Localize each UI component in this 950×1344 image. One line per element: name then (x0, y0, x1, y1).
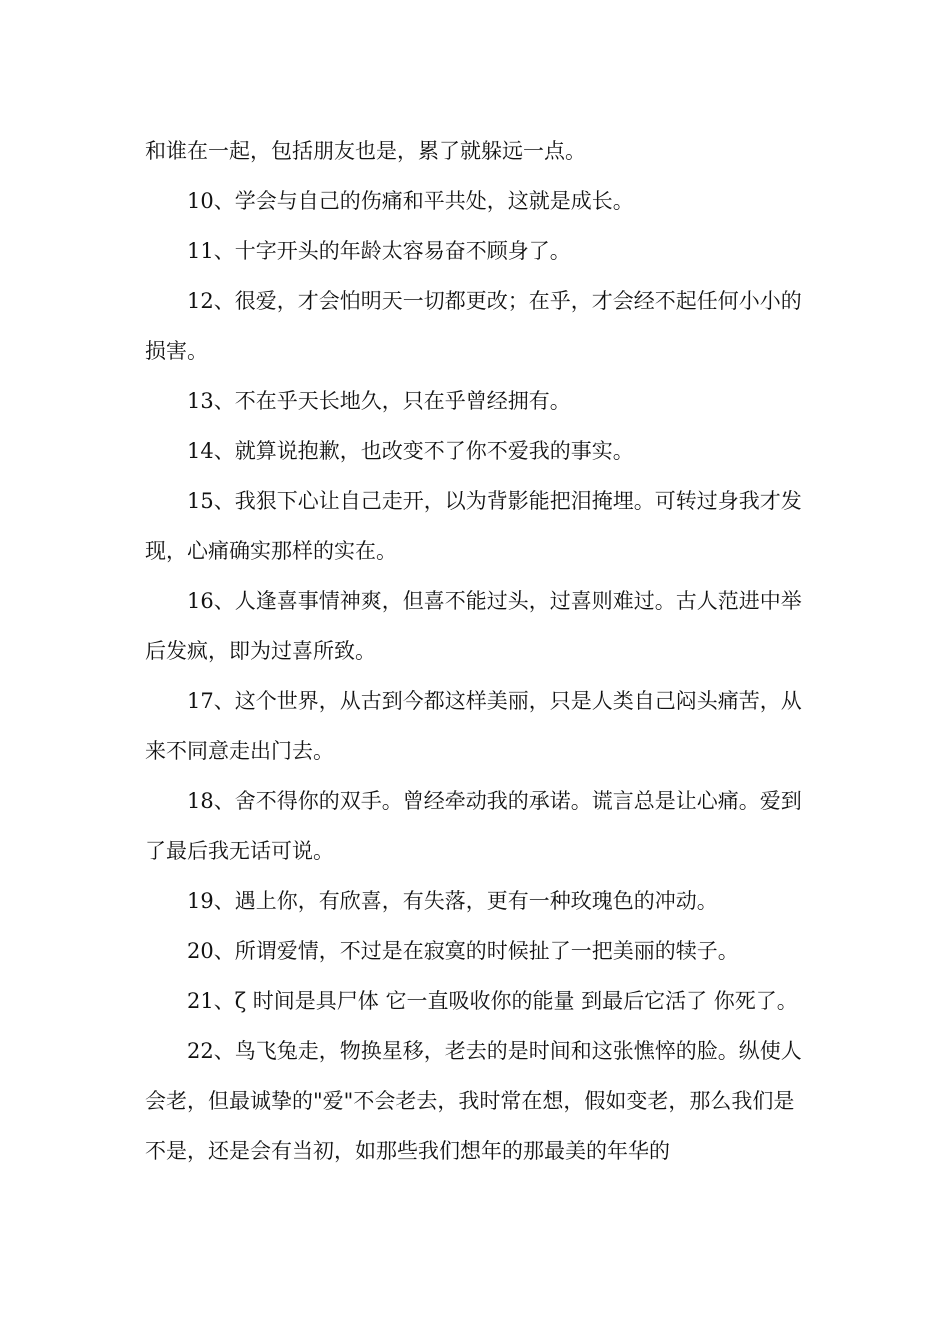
paragraph-17: 17、这个世界，从古到今都这样美丽，只是人类自己闷头痛苦，从来不同意走出门去。 (145, 689, 802, 763)
paragraph-12: 12、很爱，才会怕明天一切都更改；在乎，才会经不起任何小小的损害。 (145, 289, 802, 363)
paragraph-15: 15、我狠下心让自己走开，以为背影能把泪掩埋。可转过身我才发现，心痛确实那样的实在。 (145, 489, 802, 563)
paragraph-11: 11、十字开头的年龄太容易奋不顾身了。 (187, 239, 571, 263)
paragraph-22: 22、鸟飞兔走，物换星移，老去的是时间和这张憔悴的脸。纵使人会老，但最诚挚的"爱"不会老去，我时常在想，假如变老，那么我们是不是，还是会有当初，如那些我们想年的那最美的年华的 (145, 1039, 802, 1163)
paragraph-21: 21、ζ 时间是具尸体 它一直吸收你的能量 到最后它活了 你死了。 (187, 989, 798, 1013)
paragraph-continuation: 和谁在一起，包括朋友也是，累了就躲远一点。 (145, 139, 586, 163)
paragraph-16: 16、人逢喜事情神爽，但喜不能过头，过喜则难过。古人范进中举后发疯，即为过喜所致。 (145, 589, 802, 663)
paragraph-18: 18、舍不得你的双手。曾经牵动我的承诺。谎言总是让心痛。爱到了最后我无话可说。 (145, 789, 802, 863)
paragraph-19: 19、遇上你，有欣喜，有失落，更有一种玫瑰色的冲动。 (187, 889, 718, 913)
paragraph-20: 20、所谓爱情，不过是在寂寞的时候扯了一把美丽的犊子。 (187, 939, 739, 963)
paragraph-14: 14、就算说抱歉，也改变不了你不爱我的事实。 (187, 439, 634, 463)
paragraph-10: 10、学会与自己的伤痛和平共处，这就是成长。 (187, 189, 634, 213)
paragraph-13: 13、不在乎天长地久，只在乎曾经拥有。 (187, 389, 571, 413)
document-body (145, 126, 815, 1176)
